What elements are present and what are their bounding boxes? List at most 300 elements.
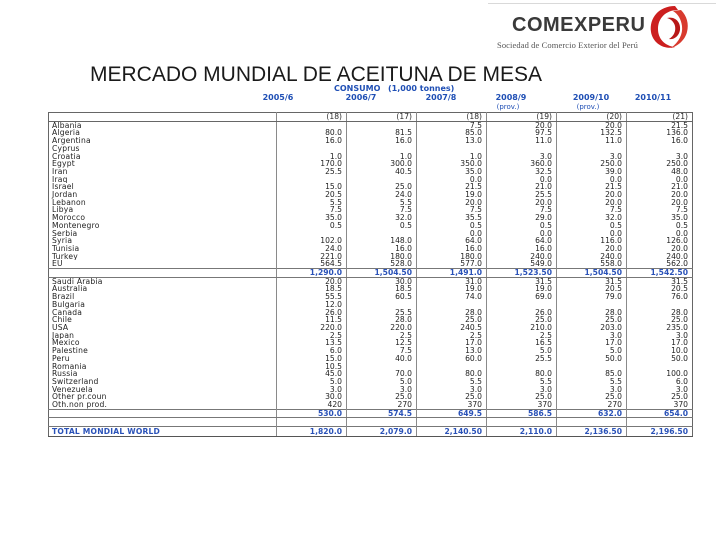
value-cell: 11.0: [487, 137, 557, 145]
country-cell: Peru: [49, 355, 277, 363]
table-row: [49, 237, 693, 245]
value-cell: 3.0: [277, 386, 347, 394]
header-count-cell: (18): [417, 113, 487, 122]
table-row: [49, 277, 693, 285]
prov-note: (prov.): [576, 103, 600, 111]
value-cell: [277, 121, 347, 129]
table-row: [49, 401, 693, 409]
value-cell: 0.0: [487, 230, 557, 238]
value-cell: 235.0: [666, 323, 688, 332]
value-cell: 25.5: [347, 309, 417, 317]
value-cell: 85.0: [557, 370, 627, 378]
value-cell: 19.0: [487, 285, 557, 293]
table-row: [49, 285, 693, 293]
country-cell: Switzerland: [49, 378, 277, 386]
value-cell: 20.0: [557, 199, 627, 207]
value-cell: 76.0: [671, 293, 688, 301]
value-cell: 300.0: [347, 160, 417, 168]
prov-row: [48, 103, 692, 112]
value-cell: 25.0: [487, 393, 557, 401]
value-cell: 80.0: [417, 370, 487, 378]
value-cell: 74.0: [417, 293, 487, 301]
value-cell: 32.5: [487, 168, 557, 176]
value-cell: [347, 230, 417, 238]
value-cell: 203.0: [557, 324, 627, 332]
year-label: 2005/6: [262, 93, 294, 102]
world-total-cell: 1,820.0: [277, 427, 347, 437]
table-row: [49, 129, 693, 137]
value-cell: 220.0: [277, 324, 347, 332]
value-cell: 31.5: [487, 277, 557, 285]
other-total-cell: 574.5: [347, 409, 417, 418]
country-cell: Venezuela: [49, 386, 277, 394]
value-cell: 35.0: [277, 214, 347, 222]
value-cell: 28.0: [671, 308, 688, 317]
subtotal-label-cell: [49, 269, 277, 278]
producer-rows: [49, 121, 693, 268]
brand-header: [495, 0, 720, 58]
table-row: [49, 199, 693, 207]
value-cell: 50.0: [557, 355, 627, 363]
country-cell: Montenegro: [49, 222, 277, 230]
value-cell: 16.0: [347, 137, 417, 145]
value-cell: 6.0: [675, 377, 688, 386]
value-cell: 19.0: [417, 191, 487, 199]
world-total-row: [49, 427, 693, 437]
world-total-cell: 2,140.50: [417, 427, 487, 437]
value-cell: 148.0: [347, 237, 417, 245]
country-cell: Chile: [49, 316, 277, 324]
value-cell: 25.5: [487, 191, 557, 199]
table-row: [49, 160, 693, 168]
value-cell: [557, 301, 627, 309]
value-cell: 0.5: [277, 222, 347, 230]
subtotal-cell: 1,504.50: [557, 269, 627, 278]
value-cell: 28.0: [347, 316, 417, 324]
other-total-cell: 530.0: [277, 409, 347, 418]
country-cell: Libya: [49, 206, 277, 214]
comexperu-red-swirl-icon: [645, 2, 691, 52]
table-row: [49, 309, 693, 317]
country-cell: Tunisia: [49, 245, 277, 253]
value-cell: 25.5: [277, 168, 347, 176]
value-cell: 3.0: [487, 153, 557, 161]
value-cell: 13.5: [277, 339, 347, 347]
value-cell: 64.0: [417, 237, 487, 245]
value-cell: 7.5: [557, 206, 627, 214]
table-row: [49, 363, 693, 371]
value-cell: 16.0: [347, 245, 417, 253]
table-row: [49, 332, 693, 340]
value-cell: 15.0: [277, 355, 347, 363]
value-cell: 17.0: [671, 339, 688, 348]
caption-unit: (1,000 tonnes): [388, 84, 455, 93]
world-total-cell: 2,196.50: [627, 427, 693, 437]
value-cell: 20.0: [277, 277, 347, 285]
value-cell: 97.5: [487, 129, 557, 137]
value-cell: 3.0: [557, 386, 627, 394]
value-cell: 3.0: [675, 152, 688, 161]
value-cell: 3.0: [557, 153, 627, 161]
value-cell: [417, 363, 487, 371]
country-cell: Saudi Arabia: [49, 277, 277, 285]
country-cell: Brazil: [49, 293, 277, 301]
brand-subtitle: Sociedad de Comercio Exterior del Perú: [497, 40, 638, 50]
country-cell: Turkey: [49, 253, 277, 261]
value-cell: 25.0: [347, 183, 417, 191]
value-cell: 210.0: [487, 324, 557, 332]
value-cell: 21.5: [671, 121, 688, 130]
value-cell: 40.5: [347, 168, 417, 176]
other-total-row: [49, 409, 693, 418]
consumer-rows: [49, 277, 693, 409]
value-cell: 35.5: [417, 214, 487, 222]
value-cell: 13.0: [417, 347, 487, 355]
value-cell: 18.5: [347, 285, 417, 293]
table-row: [49, 378, 693, 386]
value-cell: 5.5: [557, 378, 627, 386]
value-cell: 21.0: [671, 183, 688, 192]
country-cell: Albania: [49, 121, 277, 129]
value-cell: 0.0: [417, 176, 487, 184]
value-cell: 12.0: [277, 301, 347, 309]
value-cell: [417, 301, 487, 309]
value-cell: 21.5: [417, 183, 487, 191]
value-cell: 420: [277, 401, 347, 409]
value-cell: 240.5: [417, 324, 487, 332]
value-cell: 7.5: [417, 206, 487, 214]
value-cell: 28.0: [557, 309, 627, 317]
value-cell: 240.0: [666, 252, 688, 261]
value-cell: 20.0: [557, 191, 627, 199]
country-cell: Australia: [49, 285, 277, 293]
table-row: [49, 293, 693, 301]
value-cell: 39.0: [557, 168, 627, 176]
subtotal-cell: 1,523.50: [487, 269, 557, 278]
value-cell: [557, 363, 627, 371]
value-cell: 64.0: [487, 237, 557, 245]
value-cell: 5.0: [487, 347, 557, 355]
value-cell: 220.0: [347, 324, 417, 332]
value-cell: 45.0: [277, 370, 347, 378]
value-cell: 24.0: [347, 191, 417, 199]
table-row: [49, 301, 693, 309]
country-cell: Israel: [49, 183, 277, 191]
value-cell: [277, 230, 347, 238]
subtotal-cell: 1,491.0: [417, 269, 487, 278]
value-cell: 85.0: [417, 129, 487, 137]
table-row: [49, 347, 693, 355]
value-cell: 25.0: [671, 393, 688, 402]
value-cell: 20.0: [487, 121, 557, 129]
value-cell: 7.5: [675, 206, 688, 215]
table-row: [49, 214, 693, 222]
year-label: 2007/8: [425, 93, 457, 102]
table-row: [49, 183, 693, 191]
value-cell: 116.0: [557, 237, 627, 245]
value-cell: 221.0: [277, 253, 347, 261]
country-cell: Lebanon: [49, 199, 277, 207]
year-label: 2010/11: [634, 93, 672, 102]
value-cell: 180.0: [347, 253, 417, 261]
table-row: [49, 253, 693, 261]
value-cell: 29.0: [487, 214, 557, 222]
world-total-label: TOTAL MONDIAL WORLD: [49, 427, 277, 437]
value-cell: 2.5: [277, 332, 347, 340]
header-count-row: [49, 113, 693, 122]
value-cell: 80.0: [487, 370, 557, 378]
value-cell: 0.0: [487, 176, 557, 184]
value-cell: 3.0: [557, 332, 627, 340]
country-cell: Bulgaria: [49, 301, 277, 309]
value-cell: 28.0: [417, 309, 487, 317]
value-cell: 16.0: [277, 137, 347, 145]
value-cell: 0.0: [557, 176, 627, 184]
other-total-cell: 649.5: [417, 409, 487, 418]
table-row: [49, 230, 693, 238]
value-cell: 0.0: [417, 230, 487, 238]
value-cell: 10.5: [277, 363, 347, 371]
value-cell: 25.0: [671, 316, 688, 324]
value-cell: [627, 301, 693, 309]
value-cell: 7.5: [347, 347, 417, 355]
value-cell: [487, 363, 557, 371]
value-cell: 136.0: [666, 129, 688, 138]
value-cell: 7.5: [347, 206, 417, 214]
header-count-cell: (20): [557, 113, 627, 122]
data-table: [48, 112, 693, 437]
value-cell: 3.0: [417, 386, 487, 394]
value-cell: 17.0: [417, 339, 487, 347]
value-cell: [417, 145, 487, 153]
country-cell: Iran: [49, 168, 277, 176]
country-cell: Algeria: [49, 129, 277, 137]
value-cell: 19.0: [417, 285, 487, 293]
value-cell: 2.5: [487, 332, 557, 340]
header-count-cell: (18): [277, 113, 347, 122]
value-cell: 0.0: [675, 229, 688, 238]
subtotal-row: [49, 269, 693, 278]
page-title: MERCADO MUNDIAL DE ACEITUNA DE MESA: [90, 63, 542, 86]
value-cell: [627, 363, 693, 371]
value-cell: 5.5: [347, 199, 417, 207]
value-cell: [347, 176, 417, 184]
value-cell: 13.0: [417, 137, 487, 145]
year-label: 2009/10: [572, 93, 610, 102]
table-row: [49, 191, 693, 199]
value-cell: 240.0: [487, 253, 557, 261]
subtotal-cell: 1,290.0: [277, 269, 347, 278]
other-total-label-cell: [49, 409, 277, 418]
value-cell: 250.0: [557, 160, 627, 168]
country-cell: Serbia: [49, 230, 277, 238]
table-row: [49, 260, 693, 268]
value-cell: 1.0: [277, 153, 347, 161]
value-cell: 20.0: [557, 245, 627, 253]
value-cell: 100.0: [666, 370, 688, 378]
world-total-cell: 2,110.0: [487, 427, 557, 437]
value-cell: 80.0: [277, 129, 347, 137]
country-cell: EU: [49, 260, 277, 268]
table-row: [49, 168, 693, 176]
brand-name: COMEXPERU: [512, 14, 646, 36]
year-label: 2008/9: [495, 93, 527, 102]
value-cell: 18.5: [277, 285, 347, 293]
country-cell: Mexico: [49, 339, 277, 347]
value-cell: 20.0: [557, 121, 627, 129]
table-row: [49, 316, 693, 324]
value-cell: 126.0: [666, 237, 688, 245]
table-row: [49, 222, 693, 230]
world-total-cell: 2,079.0: [347, 427, 417, 437]
value-cell: 370: [673, 401, 688, 410]
table-row: [49, 176, 693, 184]
value-cell: 16.0: [487, 245, 557, 253]
value-cell: 549.0: [487, 260, 557, 268]
other-total-cell: 632.0: [557, 409, 627, 418]
value-cell: 370: [417, 401, 487, 409]
value-cell: 25.0: [417, 393, 487, 401]
value-cell: 25.0: [487, 316, 557, 324]
value-cell: 350.0: [417, 160, 487, 168]
value-cell: 31.5: [557, 277, 627, 285]
value-cell: 30.0: [277, 393, 347, 401]
value-cell: 21.0: [487, 183, 557, 191]
caption-main: CONSUMO: [334, 84, 381, 93]
consumption-table: [48, 84, 692, 437]
value-cell: 31.5: [671, 277, 688, 286]
value-cell: 0.5: [675, 221, 688, 230]
country-cell: Syria: [49, 237, 277, 245]
value-cell: 40.0: [347, 355, 417, 363]
year-header-row: [48, 93, 692, 103]
value-cell: 20.5: [557, 285, 627, 293]
value-cell: 2.5: [417, 332, 487, 340]
value-cell: 5.0: [277, 378, 347, 386]
value-cell: 24.0: [277, 245, 347, 253]
country-cell: Croatia: [49, 153, 277, 161]
value-cell: 0.5: [417, 222, 487, 230]
value-cell: 7.5: [417, 121, 487, 129]
value-cell: [487, 301, 557, 309]
value-cell: 0.5: [487, 222, 557, 230]
value-cell: 50.0: [671, 354, 688, 363]
value-cell: 0.0: [675, 175, 688, 184]
value-cell: 360.0: [487, 160, 557, 168]
value-cell: 170.0: [277, 160, 347, 168]
value-cell: 6.0: [277, 347, 347, 355]
value-cell: 81.5: [347, 129, 417, 137]
value-cell: 2.5: [347, 332, 417, 340]
table-row: [49, 245, 693, 253]
value-cell: 48.0: [671, 167, 688, 176]
value-cell: 102.0: [277, 237, 347, 245]
value-cell: 32.0: [557, 214, 627, 222]
country-cell: Egypt: [49, 160, 277, 168]
value-cell: 577.0: [417, 260, 487, 268]
value-cell: 7.5: [487, 206, 557, 214]
value-cell: 3.0: [675, 385, 688, 394]
table-row: [49, 137, 693, 145]
value-cell: 5.0: [347, 378, 417, 386]
other-total-cell: 586.5: [487, 409, 557, 418]
value-cell: 12.5: [347, 339, 417, 347]
value-cell: [347, 145, 417, 153]
value-cell: 5.5: [487, 378, 557, 386]
value-cell: 528.0: [347, 260, 417, 268]
table-caption: [48, 84, 692, 93]
value-cell: 20.0: [487, 199, 557, 207]
value-cell: 16.0: [417, 245, 487, 253]
value-cell: 32.0: [347, 214, 417, 222]
value-cell: 20.5: [277, 191, 347, 199]
value-cell: 370: [487, 401, 557, 409]
table-row: [49, 386, 693, 394]
table-row: [49, 324, 693, 332]
country-cell: Argentina: [49, 137, 277, 145]
value-cell: [277, 145, 347, 153]
value-cell: 35.0: [671, 214, 688, 222]
value-cell: 26.0: [277, 309, 347, 317]
value-cell: [557, 145, 627, 153]
value-cell: 1.0: [347, 153, 417, 161]
value-cell: 25.0: [557, 393, 627, 401]
value-cell: 20.0: [671, 191, 688, 199]
value-cell: 10.0: [671, 347, 688, 355]
value-cell: 55.5: [277, 293, 347, 301]
country-cell: Jordan: [49, 191, 277, 199]
table-row: [49, 393, 693, 401]
table-row: [49, 145, 693, 153]
value-cell: 60.5: [347, 293, 417, 301]
value-cell: 70.0: [347, 370, 417, 378]
value-cell: [347, 121, 417, 129]
value-cell: 30.0: [347, 277, 417, 285]
value-cell: 31.0: [417, 277, 487, 285]
value-cell: [487, 145, 557, 153]
subtotal-cell: 1,542.50: [627, 269, 693, 278]
value-cell: 564.5: [277, 260, 347, 268]
subtotal-cell: 1,504.50: [347, 269, 417, 278]
value-cell: 3.0: [675, 331, 688, 340]
value-cell: 20.0: [671, 244, 688, 253]
value-cell: 11.5: [277, 316, 347, 324]
value-cell: 26.0: [487, 309, 557, 317]
value-cell: 250.0: [666, 160, 688, 168]
table-row: [49, 339, 693, 347]
value-cell: [347, 363, 417, 371]
country-cell: Other pr.coun: [49, 393, 277, 401]
value-cell: 69.0: [487, 293, 557, 301]
country-cell: Morocco: [49, 214, 277, 222]
value-cell: 16.5: [487, 339, 557, 347]
value-cell: 60.0: [417, 355, 487, 363]
country-cell: Iraq: [49, 176, 277, 184]
value-cell: [277, 176, 347, 184]
table-row: [49, 153, 693, 161]
value-cell: 20.0: [417, 199, 487, 207]
value-cell: 180.0: [417, 253, 487, 261]
value-cell: 5.5: [417, 378, 487, 386]
value-cell: 240.0: [557, 253, 627, 261]
value-cell: 3.0: [347, 386, 417, 394]
value-cell: 79.0: [557, 293, 627, 301]
value-cell: 7.5: [277, 206, 347, 214]
country-cell: Oth.non prod.: [49, 401, 277, 409]
value-cell: 558.0: [557, 260, 627, 268]
value-cell: 17.0: [557, 339, 627, 347]
country-cell: Canada: [49, 309, 277, 317]
